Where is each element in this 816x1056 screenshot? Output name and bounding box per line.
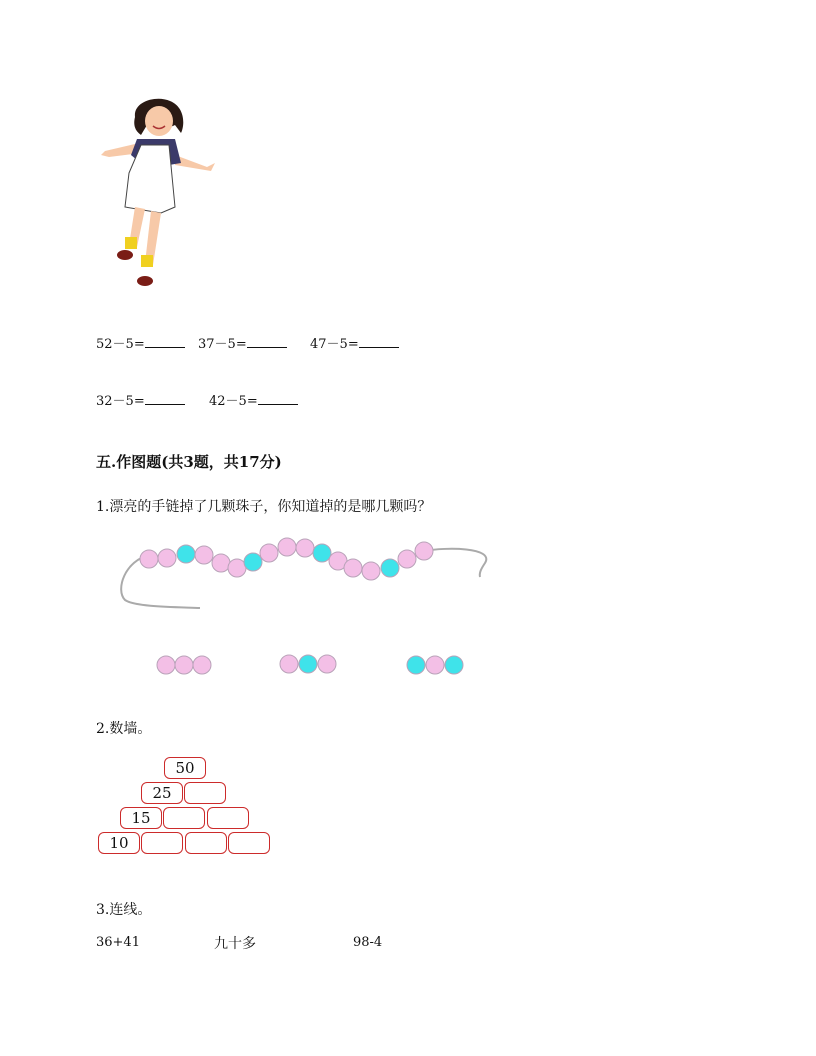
question-2-text: 2.数墙。	[96, 721, 152, 737]
equation-1	[96, 333, 185, 352]
bead-pink	[260, 544, 278, 562]
wall-brick-row3-blank[interactable]	[163, 807, 205, 829]
equation-text: 47－5=	[310, 337, 359, 352]
match-item-right[interactable]: 98-4	[353, 935, 383, 950]
bead-pink	[158, 549, 176, 567]
match-item-middle[interactable]: 九十多	[214, 936, 256, 952]
bead-cyan	[313, 544, 331, 562]
question-1-text: 1.漂亮的手链掉了几颗珠子，你知道掉的是哪几颗吗？	[96, 499, 432, 515]
answer-blank[interactable]	[145, 335, 185, 348]
equation-text: 37－5=	[198, 337, 247, 352]
bead-pink	[398, 550, 416, 568]
bead-pink	[140, 550, 158, 568]
wall-brick-row4-blank[interactable]	[228, 832, 270, 854]
equation-2	[198, 333, 287, 352]
bead-pink	[212, 554, 230, 572]
bead-option-a[interactable]	[156, 654, 216, 676]
wall-brick-row4-left: 10	[98, 832, 140, 854]
wall-brick-row3-blank[interactable]	[207, 807, 249, 829]
bead-pink	[344, 559, 362, 577]
wall-brick-row4-blank[interactable]	[185, 832, 227, 854]
bead-pink	[228, 559, 246, 577]
bead-cyan	[177, 545, 195, 563]
wall-brick-row3-left: 15	[120, 807, 162, 829]
bead-pink	[278, 538, 296, 556]
wall-brick-row4-blank[interactable]	[141, 832, 183, 854]
equation-3	[310, 333, 399, 352]
bead-option-c[interactable]	[406, 654, 468, 676]
answer-blank[interactable]	[258, 392, 298, 405]
equation-5	[209, 390, 298, 409]
section-heading: 五.作图题(共3题，共17分)	[96, 453, 282, 471]
answer-blank[interactable]	[145, 392, 185, 405]
answer-blank[interactable]	[359, 335, 399, 348]
bead-pink	[195, 546, 213, 564]
equation-text: 42－5=	[209, 394, 258, 409]
answer-blank[interactable]	[247, 335, 287, 348]
equation-text: 32－5=	[96, 394, 145, 409]
question-3-text: 3.连线。	[96, 902, 152, 918]
bead-cyan	[244, 553, 262, 571]
wall-brick-top: 50	[164, 757, 206, 779]
jumping-girl-illustration	[95, 95, 225, 295]
match-item-left[interactable]: 36+41	[96, 935, 140, 950]
equation-4	[96, 390, 185, 409]
equation-text: 52－5=	[96, 337, 145, 352]
bead-pink	[296, 539, 314, 557]
bead-pink	[362, 562, 380, 580]
wall-brick-row2-left: 25	[141, 782, 183, 804]
bead-pink	[415, 542, 433, 560]
wall-brick-row2-blank[interactable]	[184, 782, 226, 804]
bracelet-illustration	[115, 535, 495, 615]
bead-option-b[interactable]	[279, 653, 341, 675]
bead-cyan	[381, 559, 399, 577]
